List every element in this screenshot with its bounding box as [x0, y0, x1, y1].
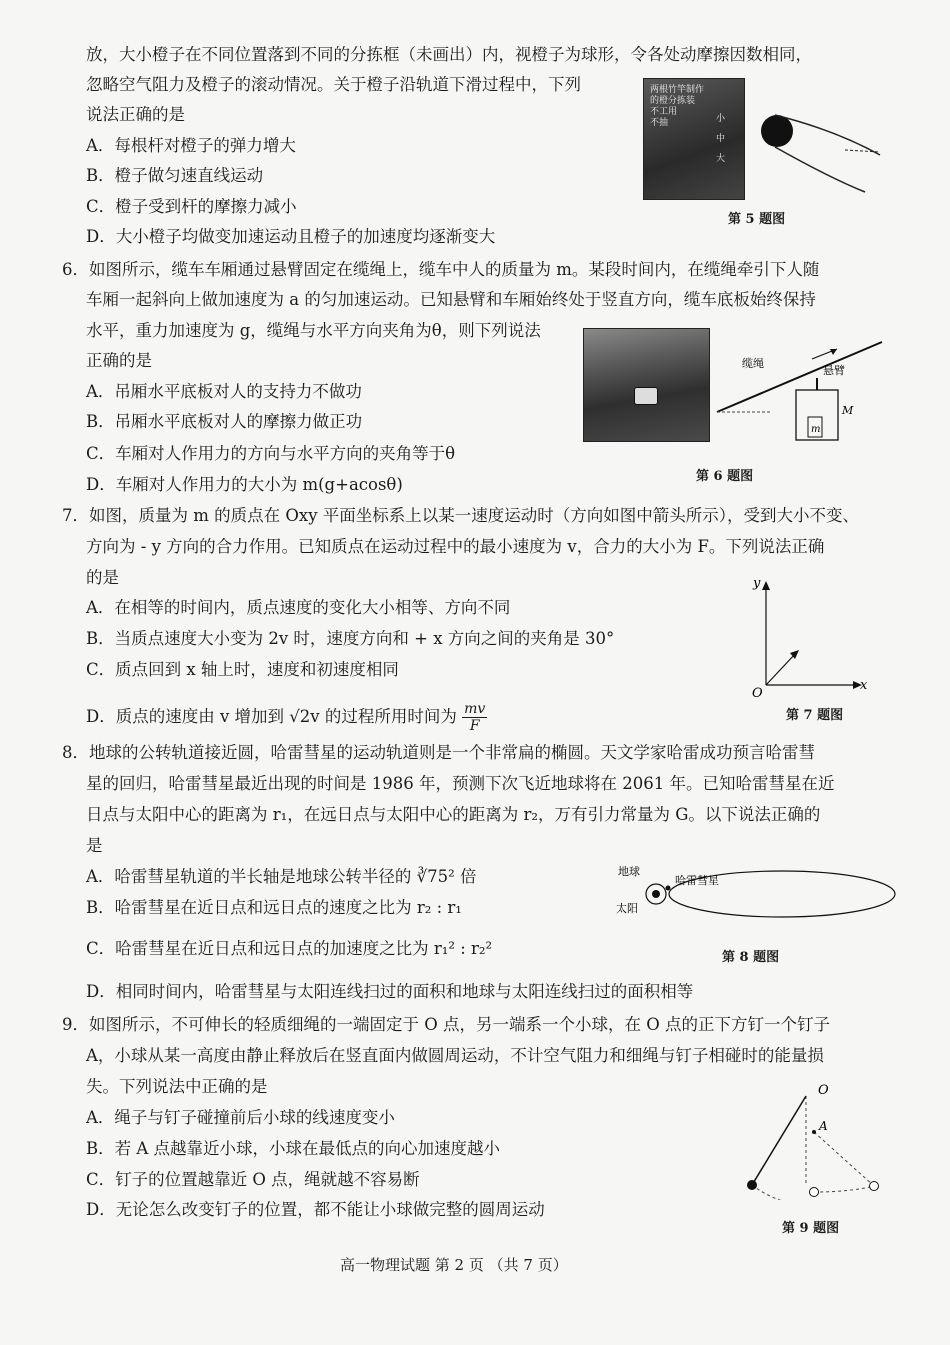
label-a: A: [819, 1119, 828, 1133]
ball-bottom: [810, 1188, 819, 1197]
q5-figure-caption: 第 5 题图: [728, 212, 786, 227]
q8-line-1: 8．地球的公转轨道接近圆，哈雷彗星的运动轨道则是一个非常扁的椭圆。天文学家哈雷成功预言哈雷彗: [62, 743, 815, 762]
label-y: y: [753, 576, 761, 591]
q6-cable-diagram: [712, 330, 887, 445]
label-o: O: [818, 1083, 829, 1098]
swing-arc-right: [814, 1186, 874, 1192]
cable-line: [717, 342, 882, 412]
q6-option-b: B．吊厢水平底板对人的摩擦力做正功: [86, 412, 363, 431]
ball-right: [870, 1182, 879, 1191]
label-M: M: [842, 404, 854, 417]
q5-photo-text-1: 两根竹竿制作: [650, 85, 705, 95]
q5-photo-col-1: 小: [716, 114, 726, 124]
q8-line-3: 日点与太阳中心的距离为 r₁，在远日点与太阳中心的距离为 r₂，万有引力常量为 G。以下说法正确的: [86, 805, 821, 824]
q8-figure-caption: 第 8 题图: [722, 950, 780, 965]
q5-option-c: C．橙子受到杆的摩擦力减小: [86, 197, 297, 216]
q7-option-a: A．在相等的时间内，质点速度的变化大小相等、方向不同: [86, 598, 511, 617]
q9-pendulum-diagram: [738, 1080, 888, 1200]
q5-rail-diagram: [745, 100, 885, 200]
q5-photo-col-2: 中: [716, 134, 726, 144]
fraction-denominator: F: [469, 718, 480, 734]
q9-option-d: D．无论怎么改变钉子的位置，都不能让小球做完整的圆周运动: [86, 1200, 545, 1219]
q8-line-2: 星的回归，哈雷彗星最近出现的时间是 1986 年，预测下次飞近地球将在 2061 年。已知哈雷彗星在近: [86, 774, 835, 793]
string-left: [752, 1096, 806, 1185]
q8-option-a: A．哈雷彗星轨道的半长轴是地球公转半径的 ∛75² 倍: [86, 867, 477, 886]
q6-option-d: D．车厢对人作用力的大小为 m(g+acosθ): [86, 475, 403, 494]
label-earth: 地球: [618, 865, 640, 878]
q5-line-2: 忽略空气阻力及橙子的滚动情况。关于橙子沿轨道下滑过程中，下列: [86, 75, 581, 94]
q7-option-d-middle: 的过程所用时间为: [324, 707, 457, 726]
fraction-numerator: mv: [464, 701, 486, 717]
q6-photo: [583, 328, 710, 442]
q8-option-b: B．哈雷彗星在近日点和远日点的速度之比为 r₂ : r₁: [86, 898, 462, 917]
q6-figure-caption: 第 6 题图: [696, 469, 754, 484]
q7-line-2: 方向为 - y 方向的合力作用。已知质点在运动过程中的最小速度为 v，合力的大小为 F。下列说法正确: [86, 537, 825, 556]
q5-option-a: A．每根杆对橙子的弹力增大: [86, 136, 296, 155]
q7-figure-caption: 第 7 题图: [786, 708, 844, 723]
q5-photo-text-4: 不抽: [650, 118, 669, 128]
q9-option-b: B．若 A 点越靠近小球，小球在最低点的向心加速度越小: [86, 1139, 501, 1158]
comet-dot: [666, 886, 671, 891]
q8-line-4: 是: [86, 836, 103, 855]
label-m: m: [811, 424, 821, 435]
rail-bottom: [775, 147, 865, 192]
q7-line-1: 7．如图，质量为 m 的质点在 Oxy 平面坐标系上以某一速度运动时（方向如图中箭头所示），受到大小不变、: [62, 506, 860, 525]
label-o: O: [752, 686, 763, 700]
q5-option-d: D．大小橙子均做变加速运动且橙子的加速度均逐渐变大: [86, 227, 496, 246]
q8-option-d: D．相同时间内，哈雷彗星与太阳连线扫过的面积和地球与太阳连线扫过的面积相等: [86, 982, 694, 1001]
q9-line-2: A，小球从某一高度由静止释放后在竖直面内做圆周运动，不计空气阻力和细绳与钉子相碰时的能量损: [86, 1046, 824, 1065]
q7-option-d-fraction: [462, 701, 487, 734]
q9-figure-caption: 第 9 题图: [782, 1221, 840, 1236]
orange-ball: [761, 115, 793, 147]
page-footer: 高一物理试题 第 2 页 （共 7 页）: [340, 1256, 568, 1274]
q7-option-d-prefix: D．质点的速度由 v 增加到: [86, 707, 285, 726]
q9-line-1: 9．如图所示，不可伸长的轻质细绳的一端固定于 O 点，另一端系一个小球，在 O 点的正下方钉一个钉子: [62, 1015, 831, 1034]
q9-line-3: 失。下列说法中正确的是: [86, 1077, 268, 1096]
q9-option-c: C．钉子的位置越靠近 O 点，绳就越不容易断: [86, 1170, 420, 1189]
sun-dot: [652, 890, 660, 898]
q6-line-2: 车厢一起斜向上做加速度为 a 的匀加速运动。已知悬臂和车厢始终处于竖直方向，缆车底板始终保持: [86, 290, 816, 309]
q7-option-c: C．质点回到 x 轴上时，速度和初速度相同: [86, 660, 399, 679]
q6-photo-cabin: [634, 387, 658, 405]
swing-arc-left: [752, 1185, 814, 1200]
label-sun: 太阳: [616, 902, 638, 915]
q7-option-d: [86, 701, 487, 734]
nail-a: [812, 1130, 816, 1134]
q6-line-4: 正确的是: [86, 351, 152, 370]
q5-option-b: B．橙子做匀速直线运动: [86, 166, 264, 185]
q7-option-d-root: √2v: [289, 707, 320, 726]
q5-line-3: 说法正确的是: [86, 105, 185, 124]
q6-option-a: A．吊厢水平底板对人的支持力不做功: [86, 382, 362, 401]
q8-option-c: C．哈雷彗星在近日点和远日点的加速度之比为 r₁² : r₂²: [86, 939, 493, 958]
string-right-dashed: [814, 1132, 874, 1186]
q6-line-1: 6．如图所示，缆车车厢通过悬臂固定在缆绳上，缆车中人的质量为 m。某段时间内，在缆绳牵引下人随: [62, 260, 820, 279]
q6-line-3: 水平，重力加速度为 g，缆绳与水平方向夹角为θ，则下列说法: [86, 321, 541, 340]
q5-photo-text-2: 的橙分拣装: [650, 96, 696, 106]
q5-photo-col-3: 大: [716, 154, 726, 164]
q7-line-3: 的是: [86, 568, 119, 587]
label-x: x: [860, 678, 868, 693]
label-cable: 缆绳: [742, 357, 764, 370]
y-axis-arrow: [762, 581, 770, 590]
q5-photo: [643, 78, 745, 200]
q5-photo-text-3: 不工用: [650, 107, 678, 117]
q7-axes-diagram: [750, 575, 875, 700]
q9-option-a: A．绳子与钉子碰撞前后小球的线速度变小: [86, 1108, 395, 1127]
velocity-vector: [766, 653, 796, 685]
q7-option-b: B．当质点速度大小变为 2v 时，速度方向和 + x 方向之间的夹角是 30°: [86, 629, 615, 648]
label-arm: 悬臂: [823, 364, 845, 377]
q8-orbit-diagram: [612, 858, 902, 930]
q5-line-1: 放，大小橙子在不同位置落到不同的分拣框（未画出）内，视橙子为球形，令各处动摩擦因数相同，: [86, 45, 812, 64]
label-comet: 哈雷彗星: [675, 874, 719, 887]
ball-start: [747, 1180, 757, 1190]
q6-option-c: C．车厢对人作用力的方向与水平方向的夹角等于θ: [86, 444, 456, 463]
